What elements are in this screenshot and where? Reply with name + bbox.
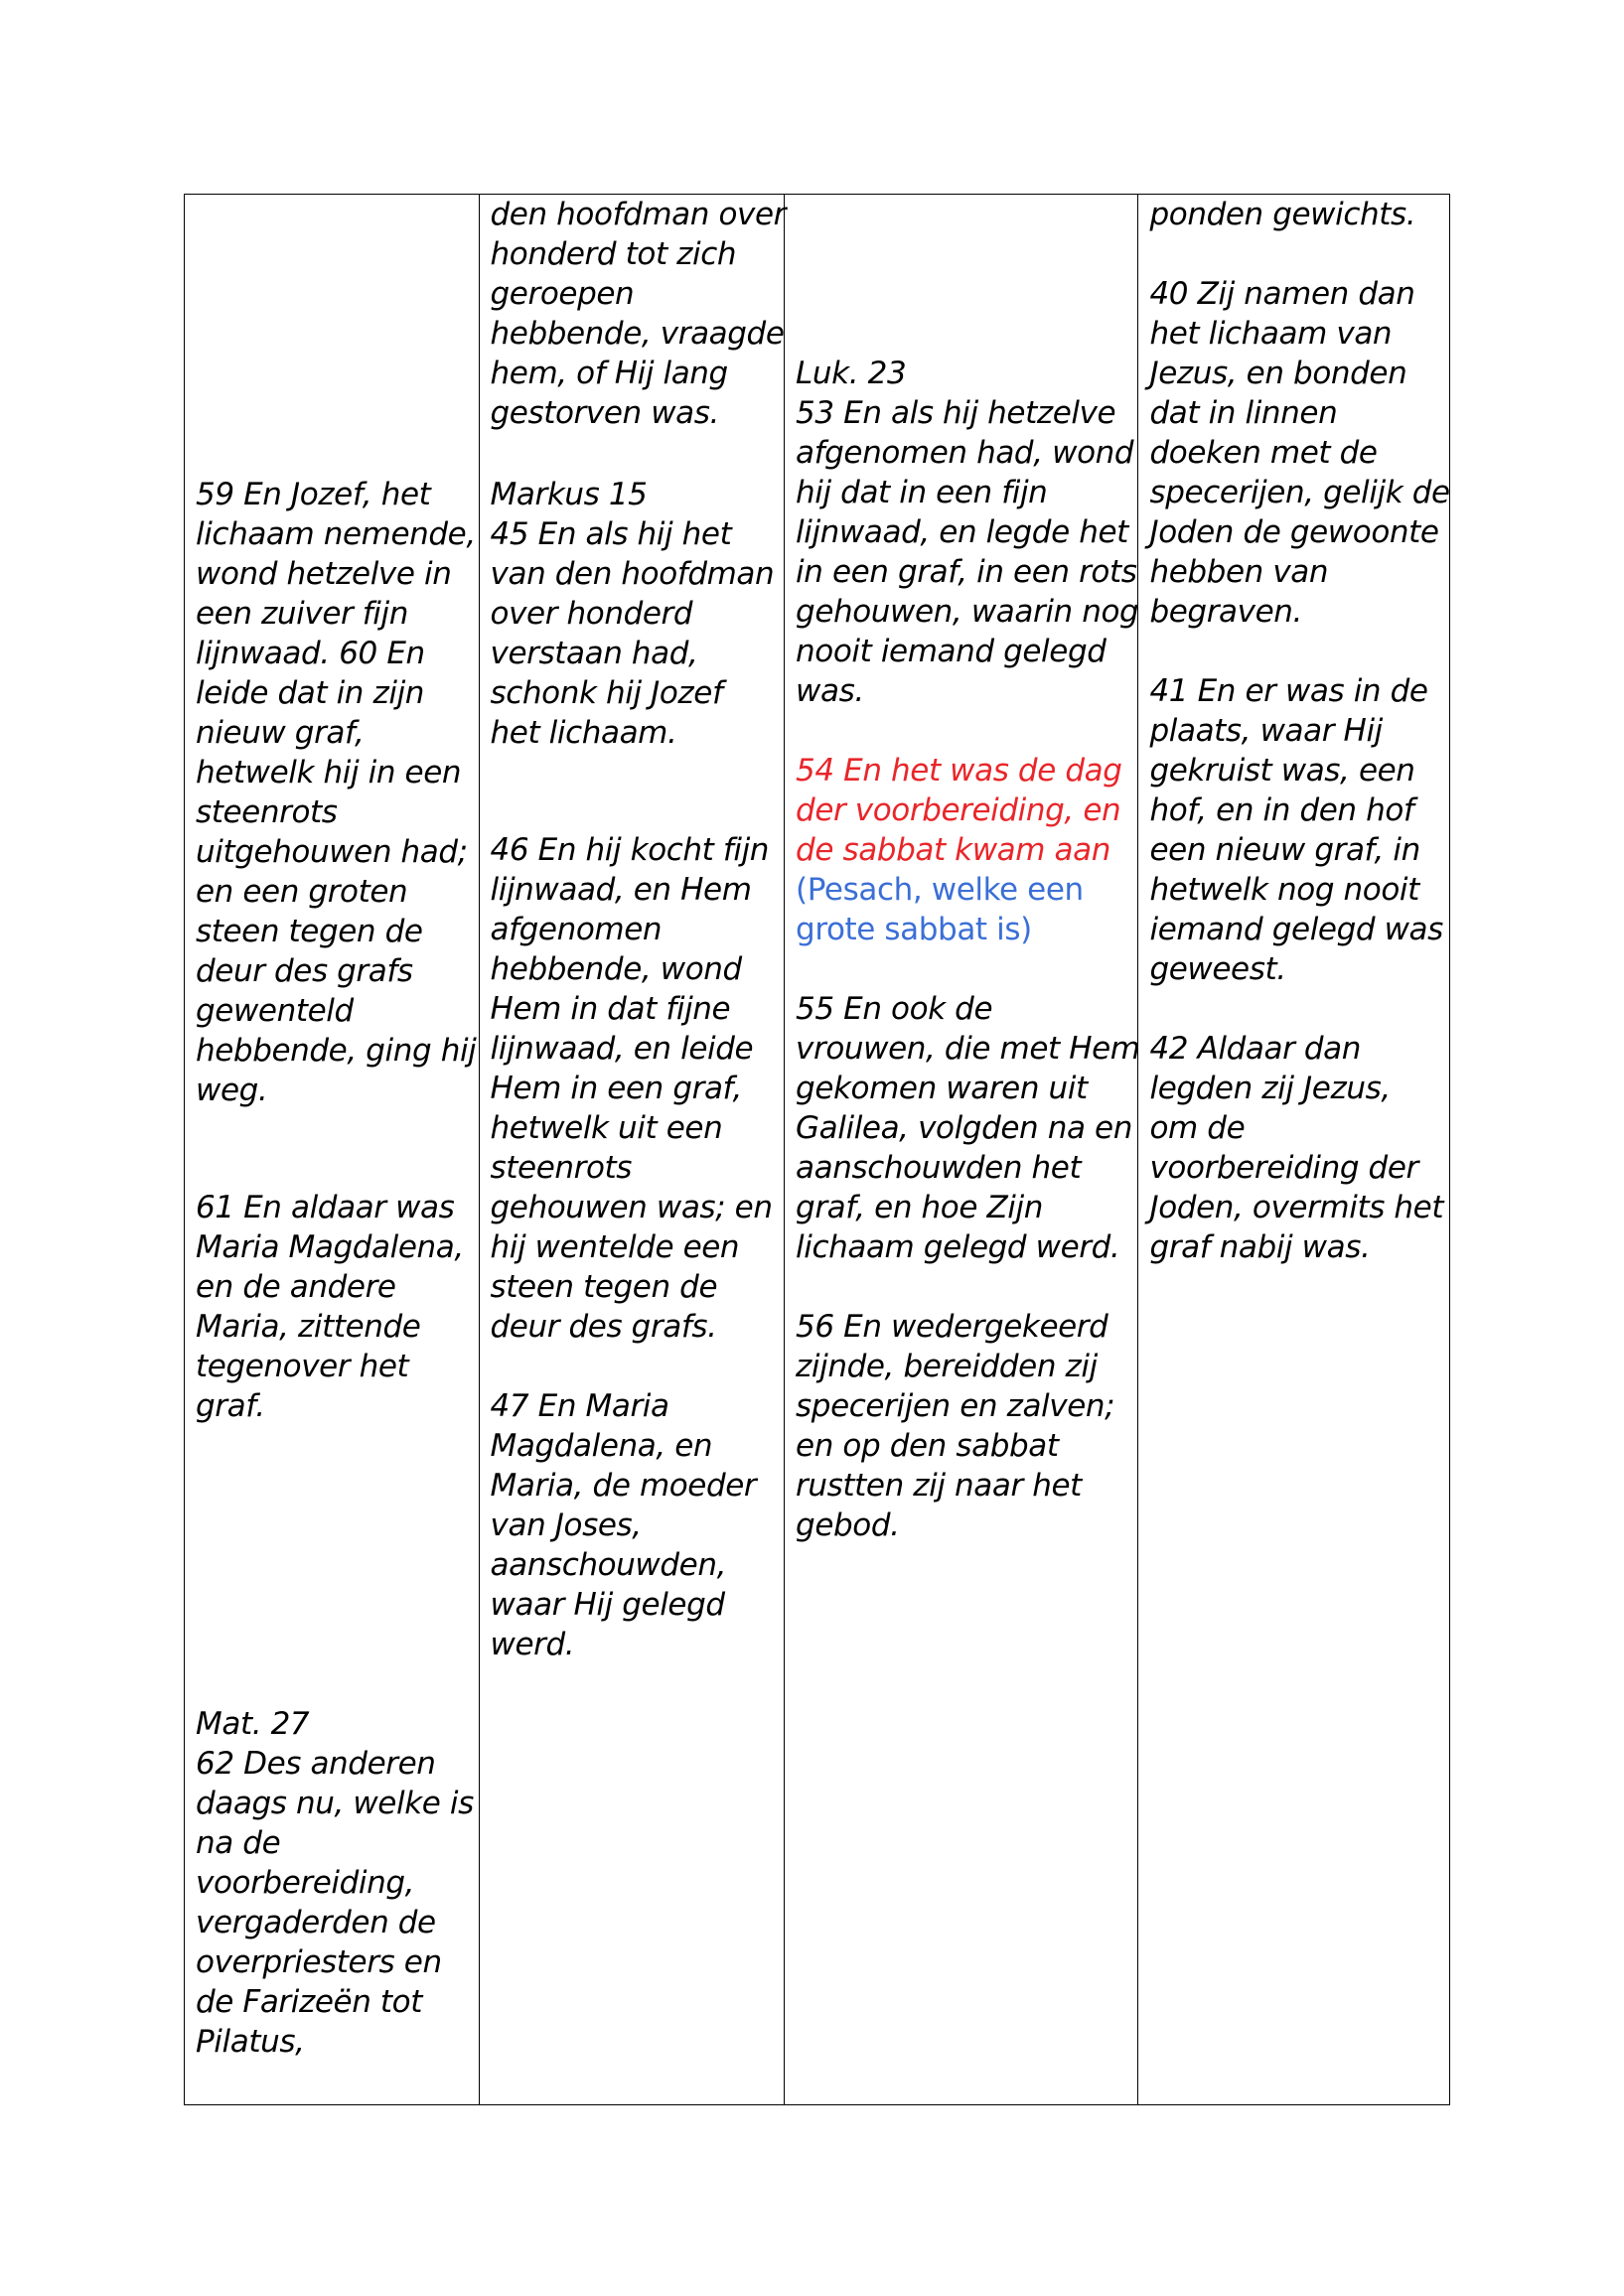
verse-block: 47 En Maria Magdalena, en Maria, de moeder van Joses, aanschouwden, waar Hij gelegd werd. [490, 1388, 757, 1662]
verse-block: ponden gewichts. [1149, 197, 1416, 232]
verse-block: 40 Zij namen dan het lichaam van Jezus, en bonden dat in linnen doeken met de specerijen, gelijk de Joden de gewoonte hebben van begraven. [1149, 276, 1450, 630]
verse-block: 56 En wedergekeerd zijnde, bereidden zij specerijen en zalven; en op den sabbat rustten zij naar het gebod. [796, 1309, 1115, 1543]
column-4 [1138, 195, 1449, 2104]
verse-block: Luk. 23 53 En als hij hetzelve afgenomen had, wond hij dat in een fijn lijnwaad, en legde het in een graf, in een rots gehouwen, waarin nog nooit iemand gelegd was. [796, 356, 1139, 709]
verse-block: 61 En aldaar was Maria Magdalena, en de andere Maria, zittende tegenover het graf. [196, 1190, 464, 1424]
verse-note-highlight-blue: (Pesach, welke een grote sabbat is) [796, 872, 1084, 947]
verse-block: Markus 15 45 En als hij het van den hoofdman over honderd verstaan had, schonk hij Jozef het lichaam. [490, 477, 775, 751]
verse-block: 41 En er was in de plaats, waar Hij gekruist was, een hof, en in den hof een nieuw graf, in hetwelk nog nooit iemand gelegd was geweest. [1149, 673, 1443, 987]
verse-block: 46 En hij kocht fijn lijnwaad, en Hem afgenomen hebbende, wond Hem in dat fijne lijnwaad, en leide Hem in een graf, hetwelk uit een steenrots gehouwen was; en hij wentelde een steen tegen de deur des grafs. [490, 832, 773, 1345]
column-1 [185, 195, 480, 2104]
verse-block: 55 En ook de vrouwen, die met Hem gekomen waren uit Galilea, volgden na en aanschouwden het graf, en hoe Zijn lichaam gelegd werd. [796, 991, 1140, 1265]
verse-block: 42 Aldaar dan legden zij Jezus, om de voorbereiding der Joden, overmits het graf nabij was. [1149, 1031, 1444, 1265]
verse-block: Mat. 27 62 Des anderen daags nu, welke is na de voorbereiding, vergaderden de overpriesters en de Farizeën tot Pilatus, [196, 1706, 474, 2060]
gospel-comparison-table [184, 194, 1450, 2105]
verse-block: den hoofdman over honderd tot zich geroepen hebbende, vraagde hem, of Hij lang gestorven was. [490, 197, 786, 431]
column-3 [785, 195, 1138, 2104]
verse-block: 59 En Jozef, het lichaam nemende, wond hetzelve in een zuiver fijn lijnwaad. 60 En leide dat in zijn nieuw graf, hetwelk hij in een steenrots uitgehouwen had; en een groten steen tegen de deur des grafs gewenteld hebbende, ging hij weg. [196, 477, 477, 1108]
verse-block-highlight-red: 54 En het was de dag der voorbereiding, en de sabbat kwam aan [796, 753, 1122, 868]
column-2 [480, 195, 786, 2104]
